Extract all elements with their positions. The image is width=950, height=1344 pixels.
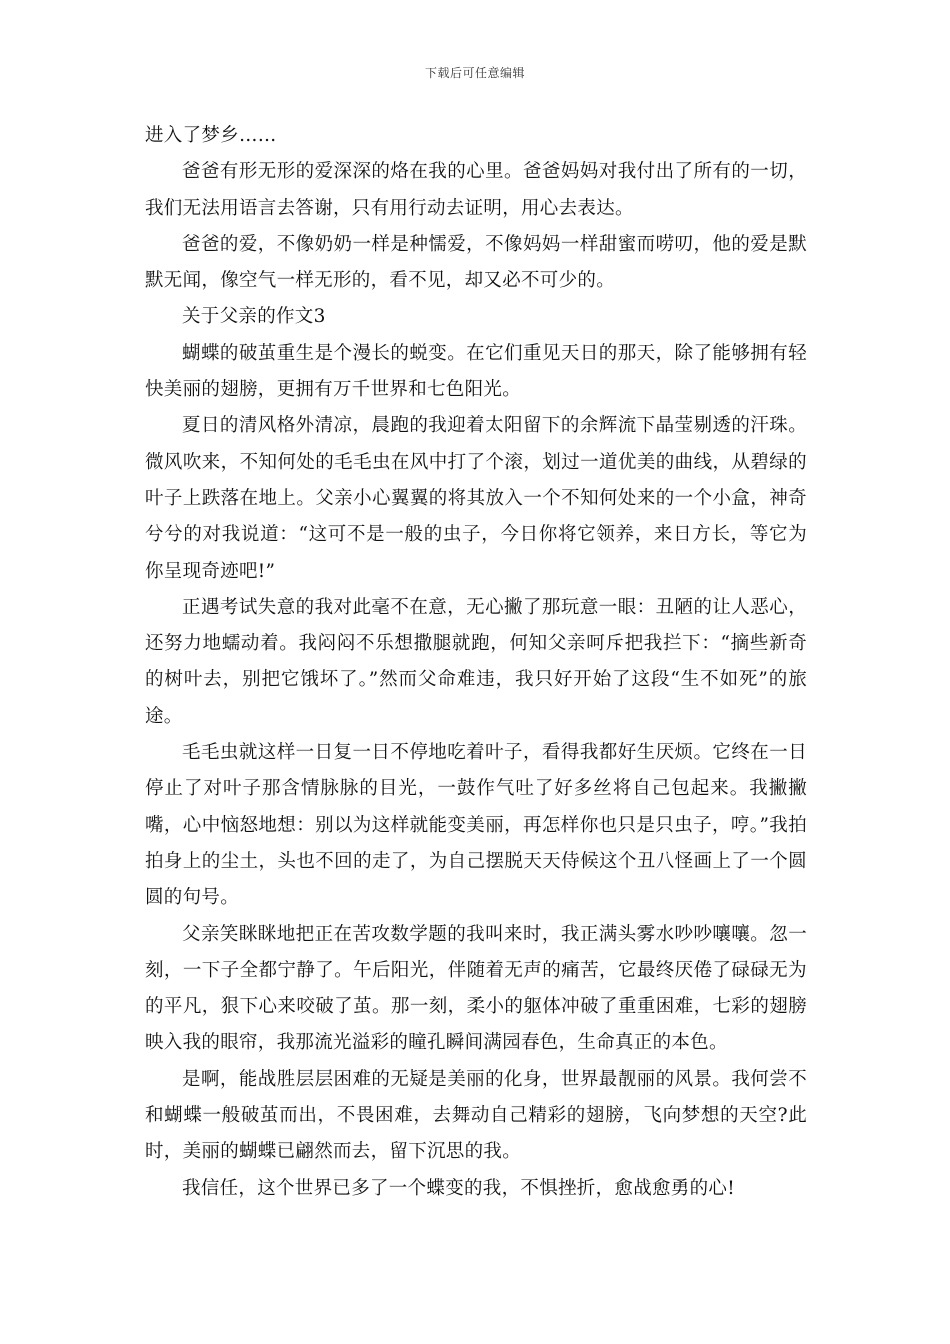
paragraph: 夏日的清风格外清凉，晨跑的我迎着太阳留下的余辉流下晶莹剔透的汗珠。微风吹来，不知何处的毛毛虫在风中打了个滚，划过一道优美的曲线，从碧绿的叶子上跌落在地上。父亲小心翼翼的将其放入一个不知何处来的一个小盒，神奇兮兮的对我说道：“这可不是一般的虫子，今日你将它领养，来日方长，等它为你呈现奇迹吧!” bbox=[145, 415, 807, 582]
paragraph: 进入了梦乡…… bbox=[145, 125, 277, 146]
paragraph: 爸爸的爱，不像奶奶一样是种懦爱，不像妈妈一样甜蜜而唠叨，他的爱是默默无闻，像空气一样无形的，看不见，却又必不可少的。 bbox=[145, 233, 807, 292]
page-header: 下载后可任意编辑 bbox=[424, 66, 525, 80]
paragraph: 爸爸有形无形的爱深深的烙在我的心里。爸爸妈妈对我付出了所有的一切，我们无法用语言去答谢，只有用行动去证明，用心去表达。 bbox=[145, 161, 807, 219]
paragraph: 父亲笑眯眯地把正在苦攻数学题的我叫来时，我正满头雾水吵吵嚷嚷。忽一刻，一下子全都宁静了。午后阳光，伴随着无声的痛苦，它最终厌倦了碌碌无为的平凡，狠下心来咬破了茧。那一刻，柔小的躯体冲破了重重困难，七彩的翅膀映入我的眼帘，我那流光溢彩的瞳孔瞬间满园春色，生命真正的本色。 bbox=[145, 923, 807, 1054]
paragraph: 我信任，这个世界已多了一个蝶变的我，不惧挫折，愈战愈勇的心! bbox=[182, 1177, 735, 1199]
paragraph: 毛毛虫就这样一日复一日不停地吃着叶子，看得我都好生厌烦。它终在一日停止了对叶子那含情脉脉的目光，一鼓作气吐了好多丝将自己包起来。我撇撇嘴，心中恼怒地想：别以为这样就能变美丽，再怎样你也只是只虫子，哼。”我拍拍身上的尘土，头也不回的走了，为自己摆脱天天侍候这个丑八怪画上了一个圆圆的句号。 bbox=[145, 742, 807, 909]
paragraph: 蝴蝶的破茧重生是个漫长的蜕变。在它们重见天日的那天，除了能够拥有轻快美丽的翅膀，更拥有万千世界和七色阳光。 bbox=[145, 342, 807, 401]
paragraph: 是啊，能战胜层层困难的无疑是美丽的化身，世界最靓丽的风景。我何尝不和蝴蝶一般破茧而出，不畏困难，去舞动自己精彩的翅膀，飞向梦想的天空?此时，美丽的蝴蝶已翩然而去，留下沉思的我。 bbox=[145, 1068, 807, 1163]
document-body bbox=[145, 118, 807, 1207]
paragraph: 正遇考试失意的我对此毫不在意，无心撇了那玩意一眼：丑陋的让人恶心，还努力地蠕动着。我闷闷不乐想撒腿就跑，何知父亲呵斥把我拦下：“摘些新奇的树叶去，别把它饿坏了。”然而父命难违，我只好开始了这段“生不如死”的旅途。 bbox=[145, 596, 807, 727]
section-heading: 关于父亲的作文3 bbox=[182, 306, 326, 328]
